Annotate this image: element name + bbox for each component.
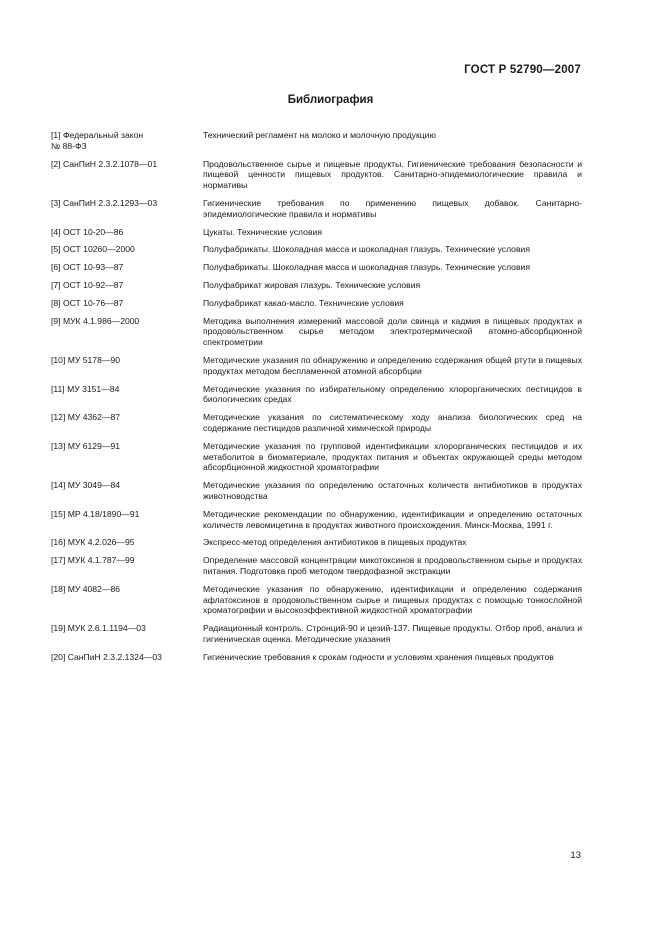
reference-title: Методические указания по обнаружению, идентификации и определению содержания афлатоксинов в продовольственном сырье и пищевых продуктах с помощью тонкослойной хроматографии и высокоэффективной жидкостной хроматографии bbox=[203, 583, 582, 616]
bibliography-entry bbox=[51, 227, 582, 238]
bibliography-entry bbox=[51, 130, 582, 152]
bibliography-list bbox=[51, 130, 582, 669]
bibliography-entry bbox=[51, 537, 582, 548]
reference-label: [1] Федеральный закон № 88-ФЗ bbox=[51, 130, 144, 151]
reference-title: Полуфабрикат жировая глазурь. Технические условия bbox=[203, 279, 421, 290]
reference-title: Методические указания по обнаружению и определению содержания общей ртути в пищевых продуктах методом беспламенной атомной абсорбции bbox=[203, 354, 582, 376]
bibliography-entry bbox=[51, 244, 582, 255]
bibliography-entry bbox=[51, 584, 582, 616]
reference-title: Полуфабрикаты. Шоколадная масса и шоколадная глазурь. Технические условия bbox=[203, 262, 530, 273]
reference-title: Полуфабрикат какао-масло. Технические условия bbox=[203, 297, 404, 308]
bibliography-entry bbox=[51, 198, 582, 220]
bibliography-entry bbox=[51, 262, 582, 273]
reference-label: [2] СанПиН 2.3.2.1078—01 bbox=[51, 158, 158, 169]
bibliography-entry bbox=[51, 159, 582, 191]
reference-label: [8] ОСТ 10-76—87 bbox=[51, 297, 124, 308]
reference-title: Методические указания по систематическому ходу анализа биологических сред на содержание пестицидов различной химической природы bbox=[203, 412, 582, 433]
reference-title: Радиационный контроль. Стронций-90 и цезий-137. Пищевые продукты. Отбор проб, анализ и гигиеническая оценка. Методические указания bbox=[203, 623, 582, 644]
reference-label: [10] МУ 5178—90 bbox=[51, 354, 120, 365]
reference-label: [3] СанПиН 2.3.2.1293—03 bbox=[51, 197, 158, 208]
reference-label: [15] МР 4.18/1890—91 bbox=[51, 508, 140, 519]
reference-label: [19] МУК 2.6.1.1194—03 bbox=[51, 623, 146, 634]
reference-label: [7] ОСТ 10-92—87 bbox=[51, 279, 124, 290]
bibliography-entry bbox=[51, 623, 582, 645]
reference-label: [6] ОСТ 10-93—87 bbox=[51, 262, 124, 273]
bibliography-entry bbox=[51, 441, 582, 473]
reference-title: Методические указания по определению остаточных количеств антибиотиков в продуктах животноводства bbox=[203, 480, 582, 501]
reference-title: Определение массовой концентрации микотоксинов в продовольственном сырье и продуктах питания. Подготовка проб методом твердофазной экстракции bbox=[203, 555, 582, 576]
page-number: 13 bbox=[570, 850, 581, 861]
bibliography-entry bbox=[51, 652, 582, 663]
reference-title: Продовольственное сырье и пищевые продукты. Гигиенические требования безопасности и пищевой ценности пищевых продуктов. Санитарно-эпидемиологические правила и нормативы bbox=[203, 158, 582, 191]
bibliography-entry bbox=[51, 412, 582, 434]
reference-label: [14] МУ 3049—84 bbox=[51, 480, 120, 491]
bibliography-entry bbox=[51, 316, 582, 348]
bibliography-entry bbox=[51, 480, 582, 502]
bibliography-entry bbox=[51, 384, 582, 406]
reference-title: Методические указания по групповой идентификации хлорорганических пестицидов и их метаболитов в биоматериале, продуктах питания и объектах окружающей среды методом абсорбционной жидкостной хроматографии bbox=[203, 440, 582, 473]
reference-label: [4] ОСТ 10-20—86 bbox=[51, 226, 124, 237]
bibliography-entry bbox=[51, 509, 582, 531]
document-code: ГОСТ Р 52790—2007 bbox=[464, 64, 581, 76]
reference-label: [16] МУК 4.2.026—95 bbox=[51, 537, 135, 548]
reference-title: Методические рекомендации по обнаружению, идентификации и определению остаточных количеств левомицетина в продуктах животного происхождения. Минск-Москва, 1991 г. bbox=[203, 508, 582, 530]
reference-label: [17] МУК 4.1.787—99 bbox=[51, 555, 135, 566]
reference-title: Цукаты. Технические условия bbox=[203, 226, 322, 237]
reference-title: Методика выполнения измерений массовой доли свинца и кадмия в пищевых продуктах и продовольственном сырье методом электротермической атомно-абсорбционной спектрометрии bbox=[203, 315, 582, 348]
reference-label: [5] ОСТ 10260—2000 bbox=[51, 244, 135, 255]
bibliography-entry bbox=[51, 298, 582, 309]
page-title: Библиография bbox=[287, 94, 374, 106]
bibliography-entry bbox=[51, 355, 582, 377]
bibliography-entry bbox=[51, 555, 582, 577]
bibliography-entry bbox=[51, 280, 582, 291]
reference-label: [12] МУ 4362—87 bbox=[51, 412, 120, 423]
reference-label: [20] СанПиН 2.3.2.1324—03 bbox=[51, 651, 162, 662]
reference-label: [13] МУ 6129—91 bbox=[51, 440, 120, 451]
reference-label: [9] МУК 4.1.986—2000 bbox=[51, 315, 140, 326]
reference-title: Полуфабрикаты. Шоколадная масса и шоколадная глазурь. Технические условия bbox=[203, 244, 530, 255]
reference-title: Технический регламент на молоко и молочную продукцию bbox=[203, 130, 436, 140]
reference-title: Гигиенические требования по применению пищевых добавок. Санитарно-эпидемиологические правила и нормативы bbox=[203, 197, 582, 219]
reference-title: Гигиенические требования к срокам годности и условиям хранения пищевых продуктов bbox=[203, 651, 554, 662]
reference-title: Экспресс-метод определения антибиотиков в пищевых продуктах bbox=[203, 537, 467, 548]
reference-title: Методические указания по избирательному определению хлорорганических пестицидов в биологических средах bbox=[203, 383, 582, 405]
reference-label: [11] МУ 3151—84 bbox=[51, 383, 120, 394]
reference-label: [18] МУ 4082—86 bbox=[51, 583, 120, 594]
